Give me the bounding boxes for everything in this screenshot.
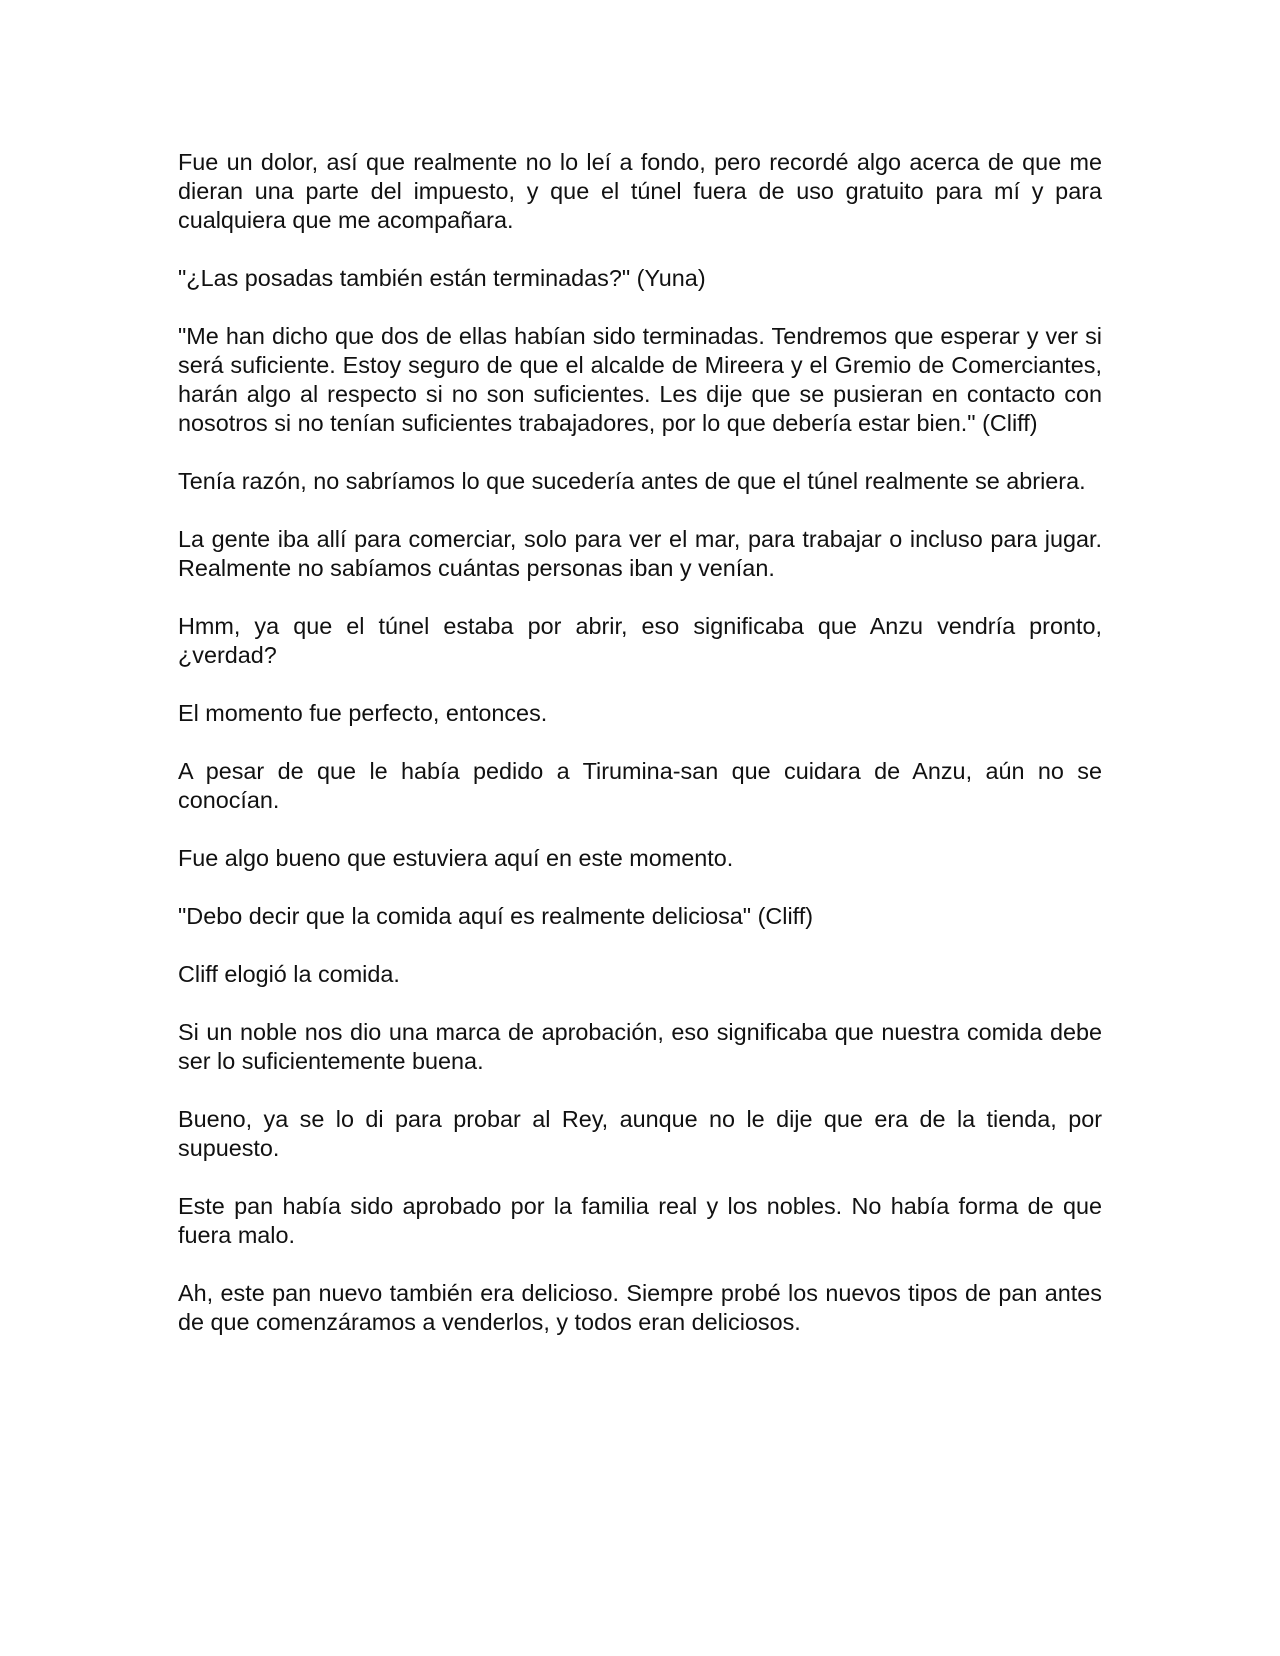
paragraph: Este pan había sido aprobado por la familia real y los nobles. No había forma de que fuera malo. [178,1193,1102,1248]
paragraph: "Me han dicho que dos de ellas habían sido terminadas. Tendremos que esperar y ver si será suficiente. Estoy seguro de que el alcalde de Mireera y el Gremio de Comerciantes, harán algo al respecto si no son suficientes. Les dije que se pusieran en contacto con nosotros si no tenían suficientes trabajadores, por lo que debería estar bien." (Cliff) [178,323,1102,436]
paragraph: A pesar de que le había pedido a Tirumina-san que cuidara de Anzu, aún no se conocían. [178,758,1102,813]
paragraph: Fue un dolor, así que realmente no lo leí a fondo, pero recordé algo acerca de que me dieran una parte del impuesto, y que el túnel fuera de uso gratuito para mí y para cualquiera que me acompañara. [178,149,1102,233]
paragraph: Tenía razón, no sabríamos lo que sucedería antes de que el túnel realmente se abriera. [178,468,1086,494]
paragraph: Si un noble nos dio una marca de aprobación, eso significaba que nuestra comida debe ser lo suficientemente buena. [178,1019,1102,1074]
paragraph: Bueno, ya se lo di para probar al Rey, aunque no le dije que era de la tienda, por supuesto. [178,1106,1102,1161]
paragraph: "¿Las posadas también están terminadas?" (Yuna) [178,265,706,291]
paragraph: "Debo decir que la comida aquí es realmente deliciosa" (Cliff) [178,903,814,929]
paragraph: Hmm, ya que el túnel estaba por abrir, eso significaba que Anzu vendría pronto, ¿verdad? [178,613,1102,668]
paragraph: La gente iba allí para comerciar, solo para ver el mar, para trabajar o incluso para jugar. Realmente no sabíamos cuántas personas iban y venían. [178,526,1102,581]
paragraph: Ah, este pan nuevo también era delicioso. Siempre probé los nuevos tipos de pan antes de que comenzáramos a venderlos, y todos eran deliciosos. [178,1280,1102,1335]
paragraph: Fue algo bueno que estuviera aquí en este momento. [178,845,734,871]
paragraph: El momento fue perfecto, entonces. [178,700,548,726]
paragraph: Cliff elogió la comida. [178,961,400,987]
document-body [178,148,1102,1366]
